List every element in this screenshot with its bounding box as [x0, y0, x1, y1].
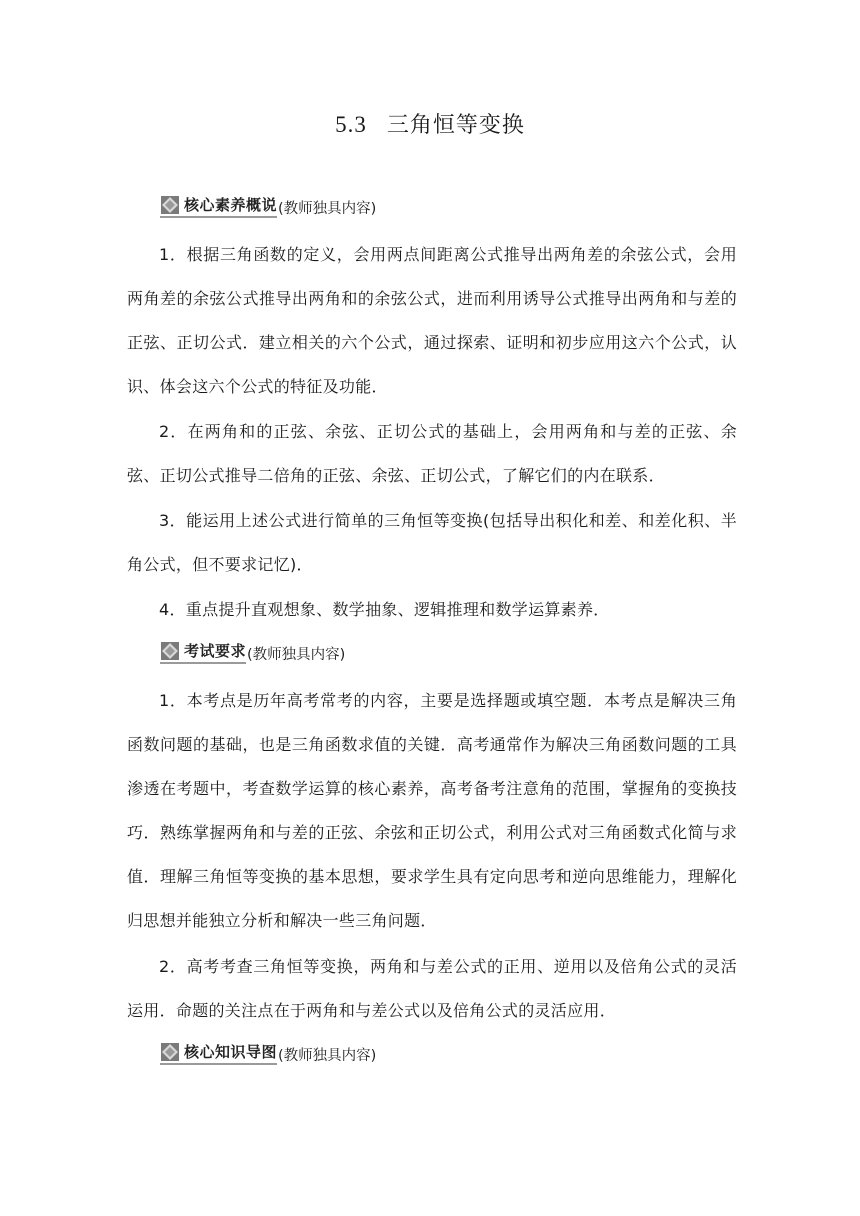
section-heading-exam-requirements — [160, 638, 345, 664]
heading-badge — [160, 194, 277, 218]
section-title: 三角恒等变换 — [386, 113, 525, 138]
heading-note: (教师独具内容) — [278, 201, 377, 217]
section-heading-knowledge-map — [160, 1039, 376, 1065]
diamond-icon — [160, 195, 180, 215]
heading-label: 核心知识导图 — [184, 1043, 278, 1061]
page-title — [0, 108, 860, 139]
section-number: 5.3 — [335, 112, 367, 137]
paragraph: 2．高考考查三角恒等变换，两角和与差公式的正用、逆用以及倍角公式的灵活运用．命题的关注点在于两角和与差公式以及倍角公式的灵活应用． — [127, 957, 737, 1020]
diamond-icon — [160, 1042, 180, 1062]
diamond-icon — [160, 641, 180, 661]
paragraph: 1．根据三角函数的定义，会用两点间距离公式推导出两角差的余弦公式，会用两角差的余弦公式推导出两角和的余弦公式，进而利用诱导公式推导出两角和与差的正弦、正切公式．建立相关的六个公式，通过探索、证明和初步应用这六个公式，认识、体会这六个公式的特征及功能． — [127, 245, 737, 396]
heading-badge — [160, 640, 246, 664]
paragraph: 2．在两角和的正弦、余弦、正切公式的基础上，会用两角和与差的正弦、余弦、正切公式推导二倍角的正弦、余弦、正切公式，了解它们的内在联系． — [127, 422, 737, 485]
paragraph: 1．本考点是历年高考常考的内容，主要是选择题或填空题．本考点是解决三角函数问题的基础，也是三角函数求值的关键．高考通常作为解决三角函数问题的工具渗透在考题中，考查数学运算的核心素养，高考备考注意角的范围，掌握角的变换技巧．熟练掌握两角和与差的正弦、余弦和正切公式，利用公式对三角函数式化简与求值．理解三角恒等变换的基本思想，要求学生具有定向思考和逆向思维能力，理解化归思想并能独立分析和解决一些三角问题． — [127, 691, 737, 930]
paragraph: 4．重点提升直观想象、数学抽象、逻辑推理和数学运算素养． — [159, 600, 610, 619]
paragraph: 3．能运用上述公式进行简单的三角恒等变换(包括导出积化和差、和差化积、半角公式，但不要求记忆)． — [127, 511, 737, 574]
heading-note: (教师独具内容) — [278, 1048, 377, 1064]
heading-note: (教师独具内容) — [247, 647, 346, 663]
heading-badge — [160, 1041, 277, 1065]
heading-label: 核心素养概说 — [184, 196, 278, 214]
heading-label: 考试要求 — [184, 642, 247, 660]
section-heading-core-literacy — [160, 192, 376, 218]
